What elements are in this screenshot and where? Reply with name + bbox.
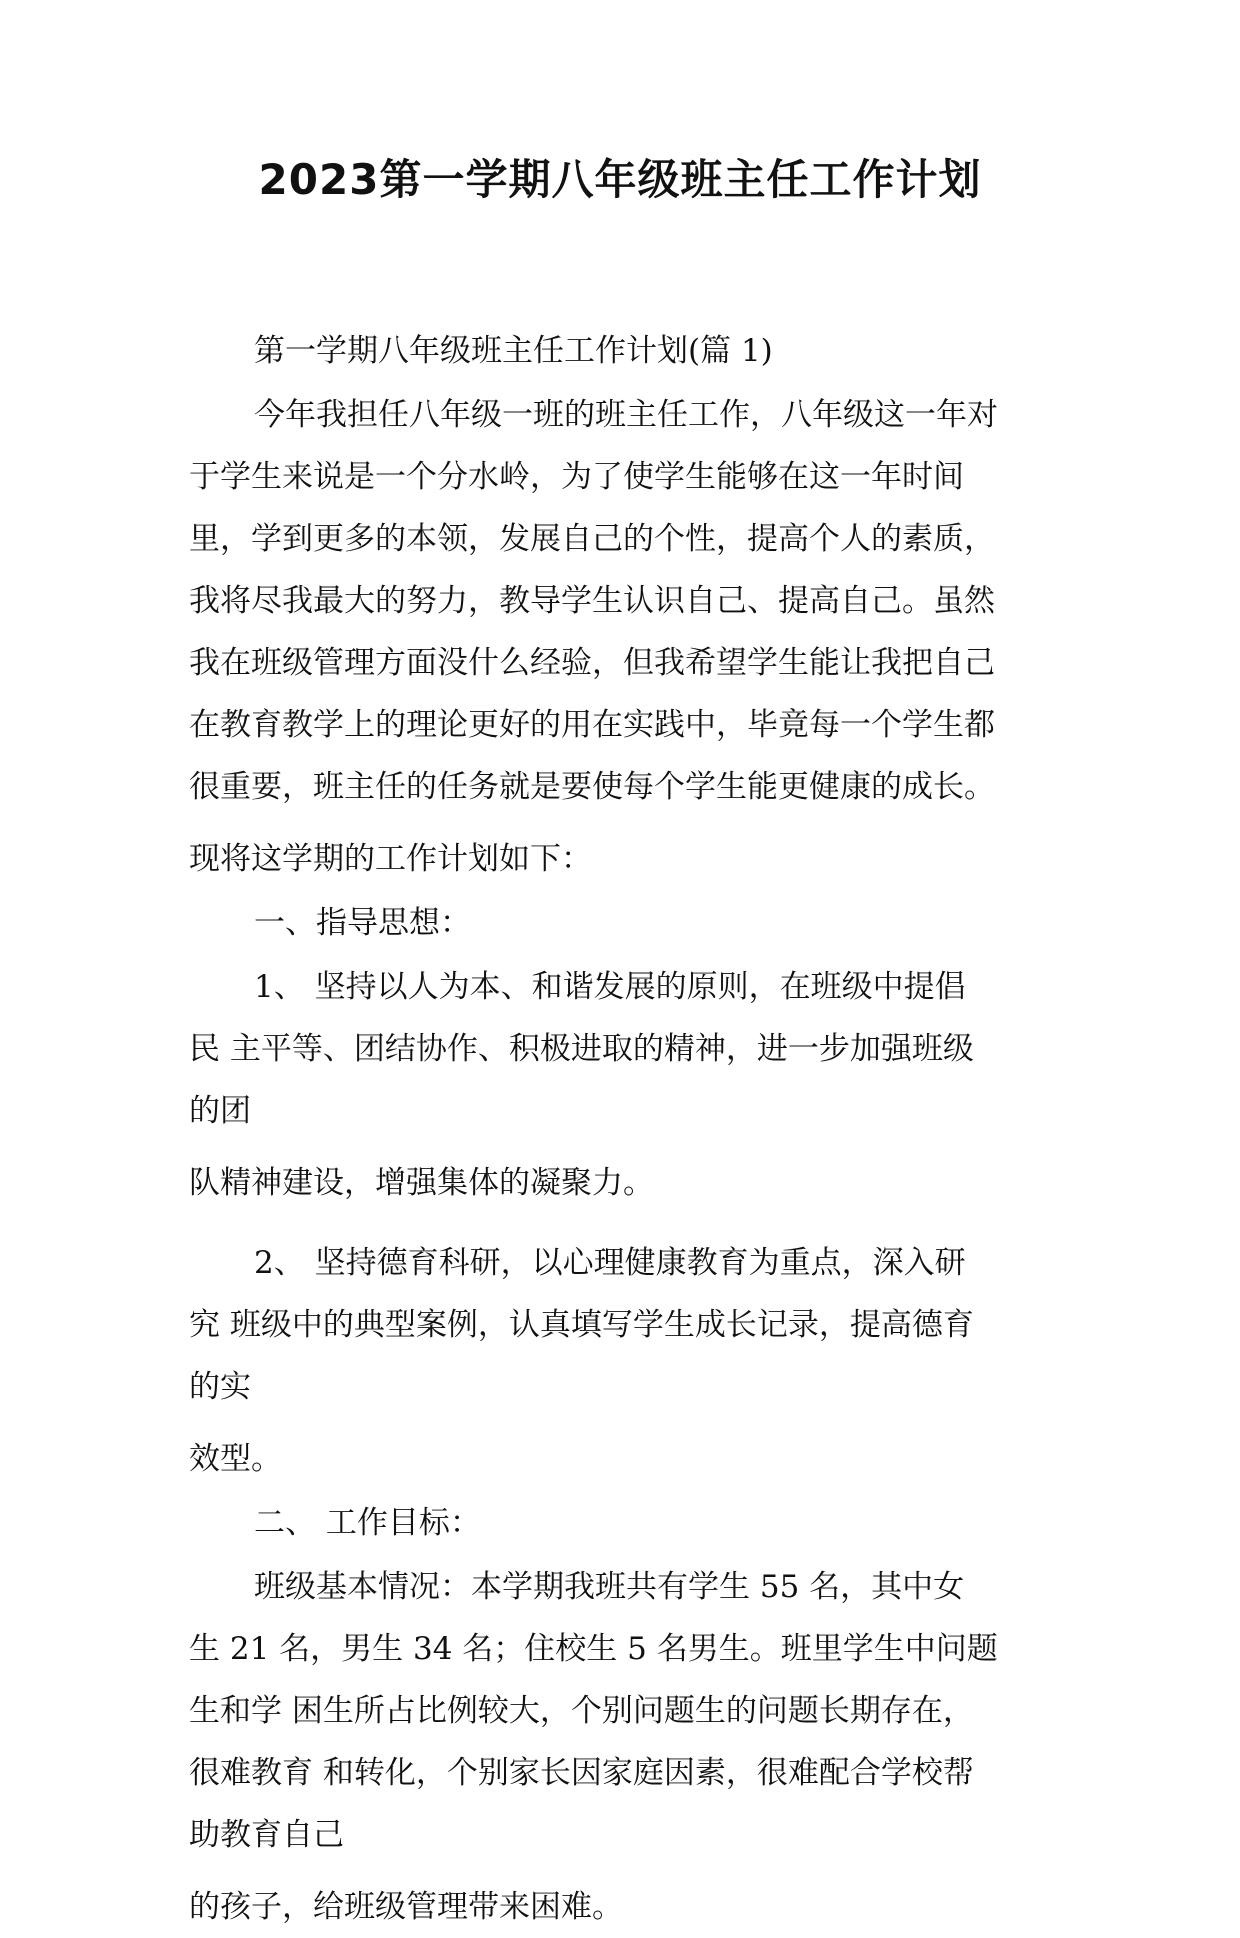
section-heading xyxy=(189,1492,1059,1554)
text-line: 班级基本情况：本学期我班共有学生 55 名，其中女 xyxy=(254,1569,965,1605)
list-item-continuation xyxy=(189,1428,1059,1490)
plan-intro xyxy=(189,828,1059,890)
list-item-continuation xyxy=(189,1152,1059,1214)
text-line: 生 21 名，男生 34 名；住校生 5 名男生。班里学生中问题 xyxy=(189,1631,998,1667)
text-line: 今年我担任八年级一班的班主任工作，八年级这一年对 xyxy=(254,397,998,433)
text-line: 我将尽我最大的努力，教导学生认识自己、提高自己。虽然 xyxy=(189,583,995,619)
text-line: 很难教育 和转化，个别家长因家庭因素，很难配合学校帮 xyxy=(189,1755,974,1791)
text-line: 2、 坚持德育科研，以心理健康教育为重点，深入研 xyxy=(254,1245,966,1281)
text-line: 于学生来说是一个分水岭，为了使学生能够在这一年时间 xyxy=(189,459,964,495)
document-body xyxy=(189,320,1059,1938)
text-line: 我在班级管理方面没什么经验，但我希望学生能让我把自己 xyxy=(189,645,995,681)
section-heading xyxy=(189,892,1059,954)
text-line: 的团 xyxy=(189,1093,251,1129)
text-line: 民 主平等、团结协作、积极进取的精神，进一步加强班级 xyxy=(189,1031,974,1067)
text-line: 1、 坚持以人为本、和谐发展的原则，在班级中提倡 xyxy=(254,969,966,1005)
list-item xyxy=(189,1232,1059,1418)
text-line: 的实 xyxy=(189,1369,251,1405)
subtitle-line: 第一学期八年级班主任工作计划(篇 1) xyxy=(254,333,773,369)
class-info-paragraph xyxy=(189,1556,1059,1866)
article-subtitle xyxy=(189,320,1059,382)
intro-paragraph xyxy=(189,384,1059,818)
list-item xyxy=(189,956,1059,1142)
text-line: 在教育教学上的理论更好的用在实践中，毕竟每一个学生都 xyxy=(189,707,995,743)
text-line: 很重要，班主任的任务就是要使每个学生能更健康的成长。 xyxy=(189,769,995,805)
text-line: 队精神建设，增强集体的凝聚力。 xyxy=(189,1165,654,1201)
text-line: 里，学到更多的本领，发展自己的个性，提高个人的素质， xyxy=(189,521,995,557)
heading-line: 一、指导思想： xyxy=(254,905,471,941)
text-line: 究 班级中的典型案例，认真填写学生成长记录，提高德育 xyxy=(189,1307,974,1343)
paragraph-continuation xyxy=(189,1876,1059,1938)
document-title: 2023第一学期八年级班主任工作计划 xyxy=(258,155,982,204)
text-line: 效型。 xyxy=(189,1441,282,1477)
text-line: 的孩子，给班级管理带来困难。 xyxy=(189,1889,623,1925)
text-line: 助教育自己 xyxy=(189,1817,344,1853)
heading-line: 二、 工作目标： xyxy=(254,1505,481,1541)
text-line: 现将这学期的工作计划如下： xyxy=(189,841,592,877)
text-line: 生和学 困生所占比例较大，个别问题生的问题长期存在， xyxy=(189,1693,974,1729)
